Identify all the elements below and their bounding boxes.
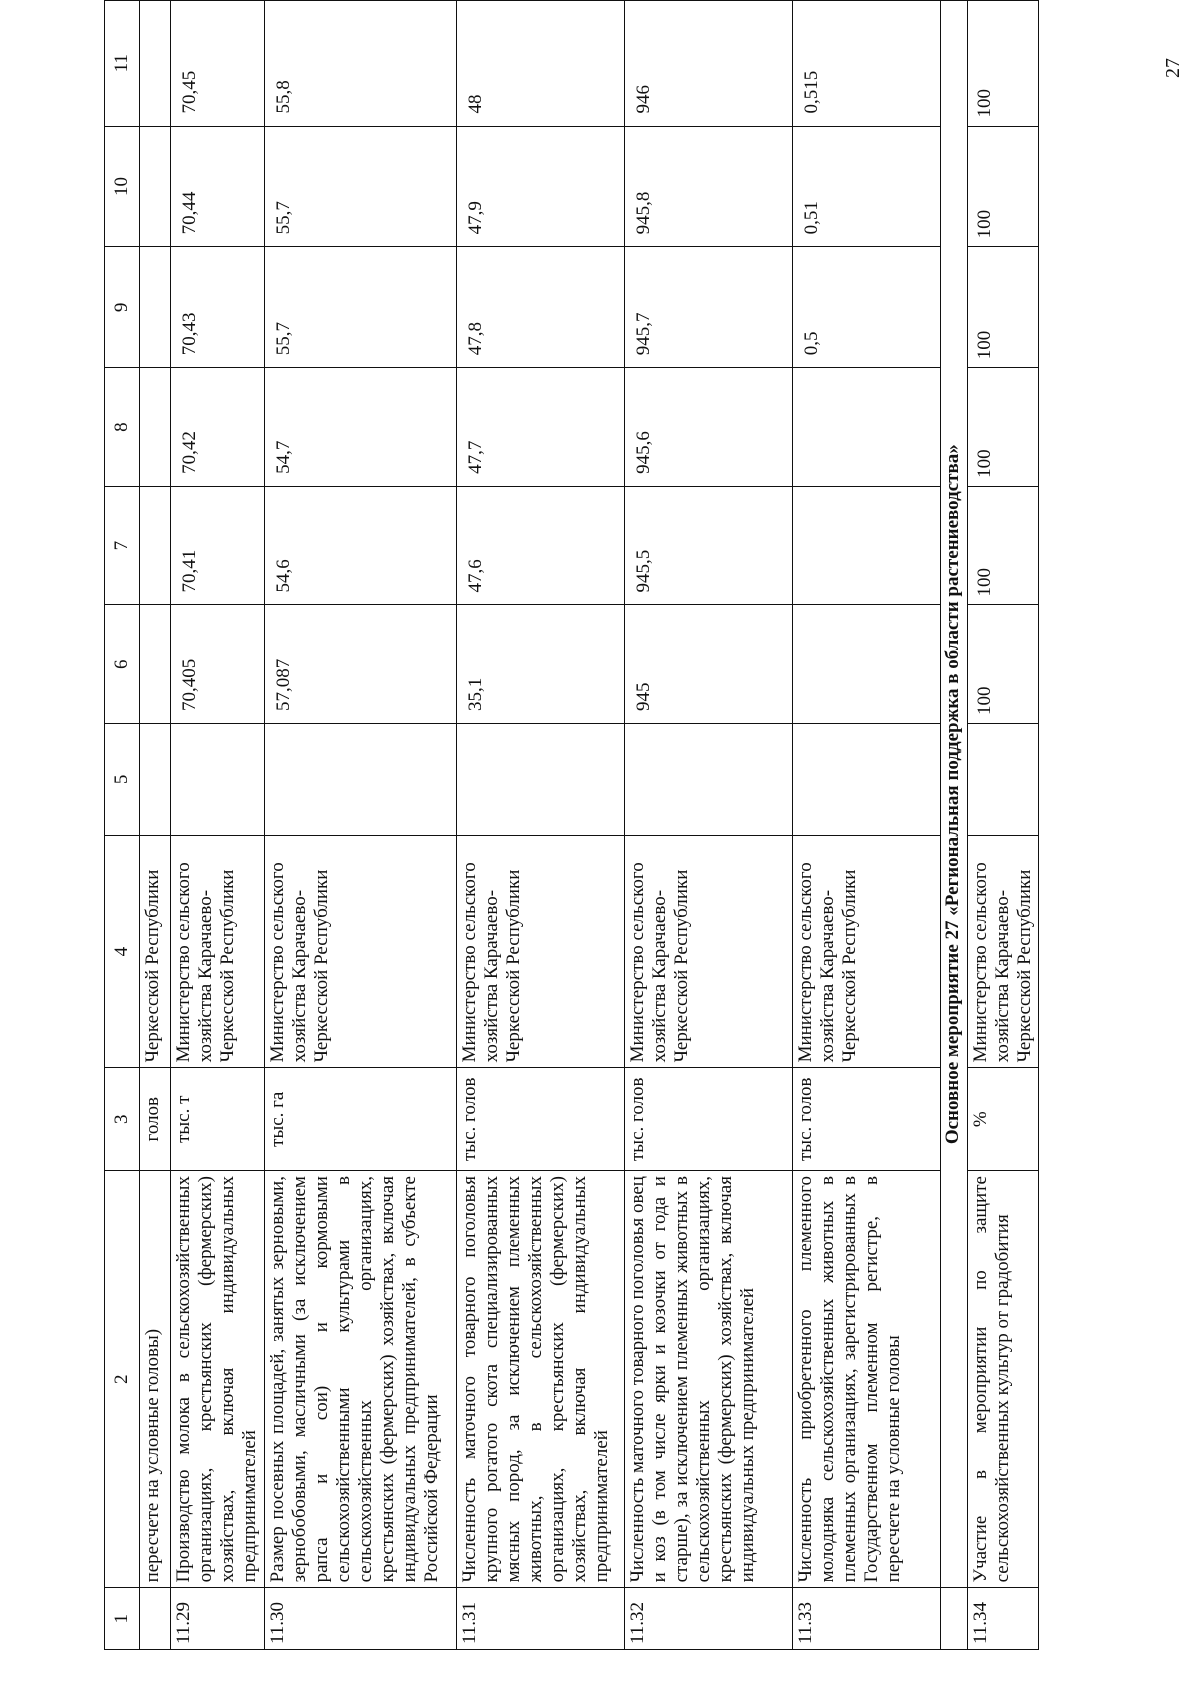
table-row xyxy=(171,1,265,1650)
value-c9: 945,7 xyxy=(625,247,793,368)
table-row xyxy=(625,1,793,1650)
row-number: 11.32 xyxy=(625,1588,793,1650)
value-c10: 70,44 xyxy=(171,126,265,247)
section-row xyxy=(941,1,968,1650)
indicators-table xyxy=(104,0,1039,1650)
value-c6: 100 xyxy=(968,605,1039,724)
responsible: Черкесской Республики xyxy=(140,835,171,1068)
indicator-name: Численность маточного товарного поголовья овец и коз (в том числе ярки и козочки от года и старше), за исключением племенных животных в сельскохозяйственных организациях, крестьянских (фермерских) хозяйствах, включая индивидуальных предпринимателей xyxy=(625,1171,793,1588)
table-row xyxy=(457,1,625,1650)
header-cell: 3 xyxy=(105,1068,140,1171)
indicator-name: Участие в мероприятии по защите сельскохозяйственных культур от градобития xyxy=(968,1171,1039,1588)
header-cell: 5 xyxy=(105,724,140,836)
responsible: Министерство сельского хозяйства Карачаево-Черкесской Республики xyxy=(968,835,1039,1068)
value-c6: 57,087 xyxy=(265,605,457,724)
unit: тыс. голов xyxy=(793,1068,941,1171)
unit: тыс. га xyxy=(265,1068,457,1171)
value-c5 xyxy=(625,724,793,836)
indicator-name: пересчете на условные головы) xyxy=(140,1171,171,1588)
responsible: Министерство сельского хозяйства Карачаево-Черкесской Республики xyxy=(457,835,625,1068)
header-cell: 7 xyxy=(105,486,140,605)
value-c7: 54,6 xyxy=(265,486,457,605)
responsible: Министерство сельского хозяйства Карачаево-Черкесской Республики xyxy=(265,835,457,1068)
responsible: Министерство сельского хозяйства Карачаево-Черкесской Республики xyxy=(625,835,793,1068)
value-c6 xyxy=(793,605,941,724)
responsible: Министерство сельского хозяйства Карачаево-Черкесской Республики xyxy=(171,835,265,1068)
section-title: Основное мероприятие 27 «Региональная поддержка в области растениеводства» xyxy=(941,1,968,1588)
value-c10: 0,51 xyxy=(793,126,941,247)
value-c7: 70,41 xyxy=(171,486,265,605)
indicator-name: Производство молока в сельскохозяйственных организациях, крестьянских (фермерских) хозяйствах, включая индивидуальных предпринимателей xyxy=(171,1171,265,1588)
responsible: Министерство сельского хозяйства Карачаево-Черкесской Республики xyxy=(793,835,941,1068)
value-c11: 946 xyxy=(625,1,793,127)
value-c7: 47,6 xyxy=(457,486,625,605)
value-c5 xyxy=(793,724,941,836)
table-row xyxy=(968,1,1039,1650)
value-c8: 70,42 xyxy=(171,368,265,487)
header-cell: 8 xyxy=(105,368,140,487)
value-c11: 48 xyxy=(457,1,625,127)
row-number: 11.34 xyxy=(968,1588,1039,1650)
value-c9: 47,8 xyxy=(457,247,625,368)
header-cell: 6 xyxy=(105,605,140,724)
value-c9: 55,7 xyxy=(265,247,457,368)
value-c8: 47,7 xyxy=(457,368,625,487)
value-c10: 945,8 xyxy=(625,126,793,247)
row-number: 11.30 xyxy=(265,1588,457,1650)
value-c7: 100 xyxy=(968,486,1039,605)
page-number: 27 xyxy=(1162,58,1184,78)
header-cell: 4 xyxy=(105,835,140,1068)
unit: % xyxy=(968,1068,1039,1171)
header-cell: 9 xyxy=(105,247,140,368)
value-c6: 35,1 xyxy=(457,605,625,724)
row-number: 11.31 xyxy=(457,1588,625,1650)
row-number: 11.29 xyxy=(171,1588,265,1650)
value-c7 xyxy=(793,486,941,605)
table-row xyxy=(265,1,457,1650)
value-c11: 70,45 xyxy=(171,1,265,127)
row-number: 11.33 xyxy=(793,1588,941,1650)
indicator-name: Размер посевных площадей, занятых зерновыми, зернобобовыми, масличными (за исключением рапса и сои) и кормовыми сельскохозяйственными культурами в сельскохозяйственных организациях, крестьянских (фермерских) хозяйствах, включая индивидуальных предпринимателей, в субъекте Российской Федерации xyxy=(265,1171,457,1588)
value-c7: 945,5 xyxy=(625,486,793,605)
header-cell: 10 xyxy=(105,126,140,247)
value-c9: 70,43 xyxy=(171,247,265,368)
indicator-name: Численность приобретенного племенного молодняка сельскохозяйственных животных в племенных организациях, зарегистрированных в Государственном племенном регистре, в пересчете на условные головы xyxy=(793,1171,941,1588)
value-c10: 100 xyxy=(968,126,1039,247)
rotated-page xyxy=(104,0,1079,1650)
indicator-name: Численность маточного товарного поголовья крупного рогатого скота специализированных мясных пород, за исключением племенных животных, в сельскохозяйственных организациях, крестьянских (фермерских) хозяйствах, включая индивидуальных предпринимателей xyxy=(457,1171,625,1588)
value-c11: 0,515 xyxy=(793,1,941,127)
value-c5 xyxy=(171,724,265,836)
value-c6: 70,405 xyxy=(171,605,265,724)
header-cell: 11 xyxy=(105,1,140,127)
value-c9: 100 xyxy=(968,247,1039,368)
value-c8: 54,7 xyxy=(265,368,457,487)
unit: тыс. т xyxy=(171,1068,265,1171)
header-cell: 1 xyxy=(105,1588,140,1650)
continuation-row xyxy=(140,1,171,1650)
value-c10: 47,9 xyxy=(457,126,625,247)
value-c5 xyxy=(457,724,625,836)
value-c8: 100 xyxy=(968,368,1039,487)
value-c5 xyxy=(265,724,457,836)
value-c8: 945,6 xyxy=(625,368,793,487)
unit: тыс. голов xyxy=(625,1068,793,1171)
value-c10: 55,7 xyxy=(265,126,457,247)
unit: тыс. голов xyxy=(457,1068,625,1171)
value-c8 xyxy=(793,368,941,487)
value-c5 xyxy=(968,724,1039,836)
unit: голов xyxy=(140,1068,171,1171)
value-c9: 0,5 xyxy=(793,247,941,368)
header-row xyxy=(105,1,140,1650)
header-cell: 2 xyxy=(105,1171,140,1588)
value-c11: 100 xyxy=(968,1,1039,127)
value-c11: 55,8 xyxy=(265,1,457,127)
value-c6: 945 xyxy=(625,605,793,724)
table-row xyxy=(793,1,941,1650)
